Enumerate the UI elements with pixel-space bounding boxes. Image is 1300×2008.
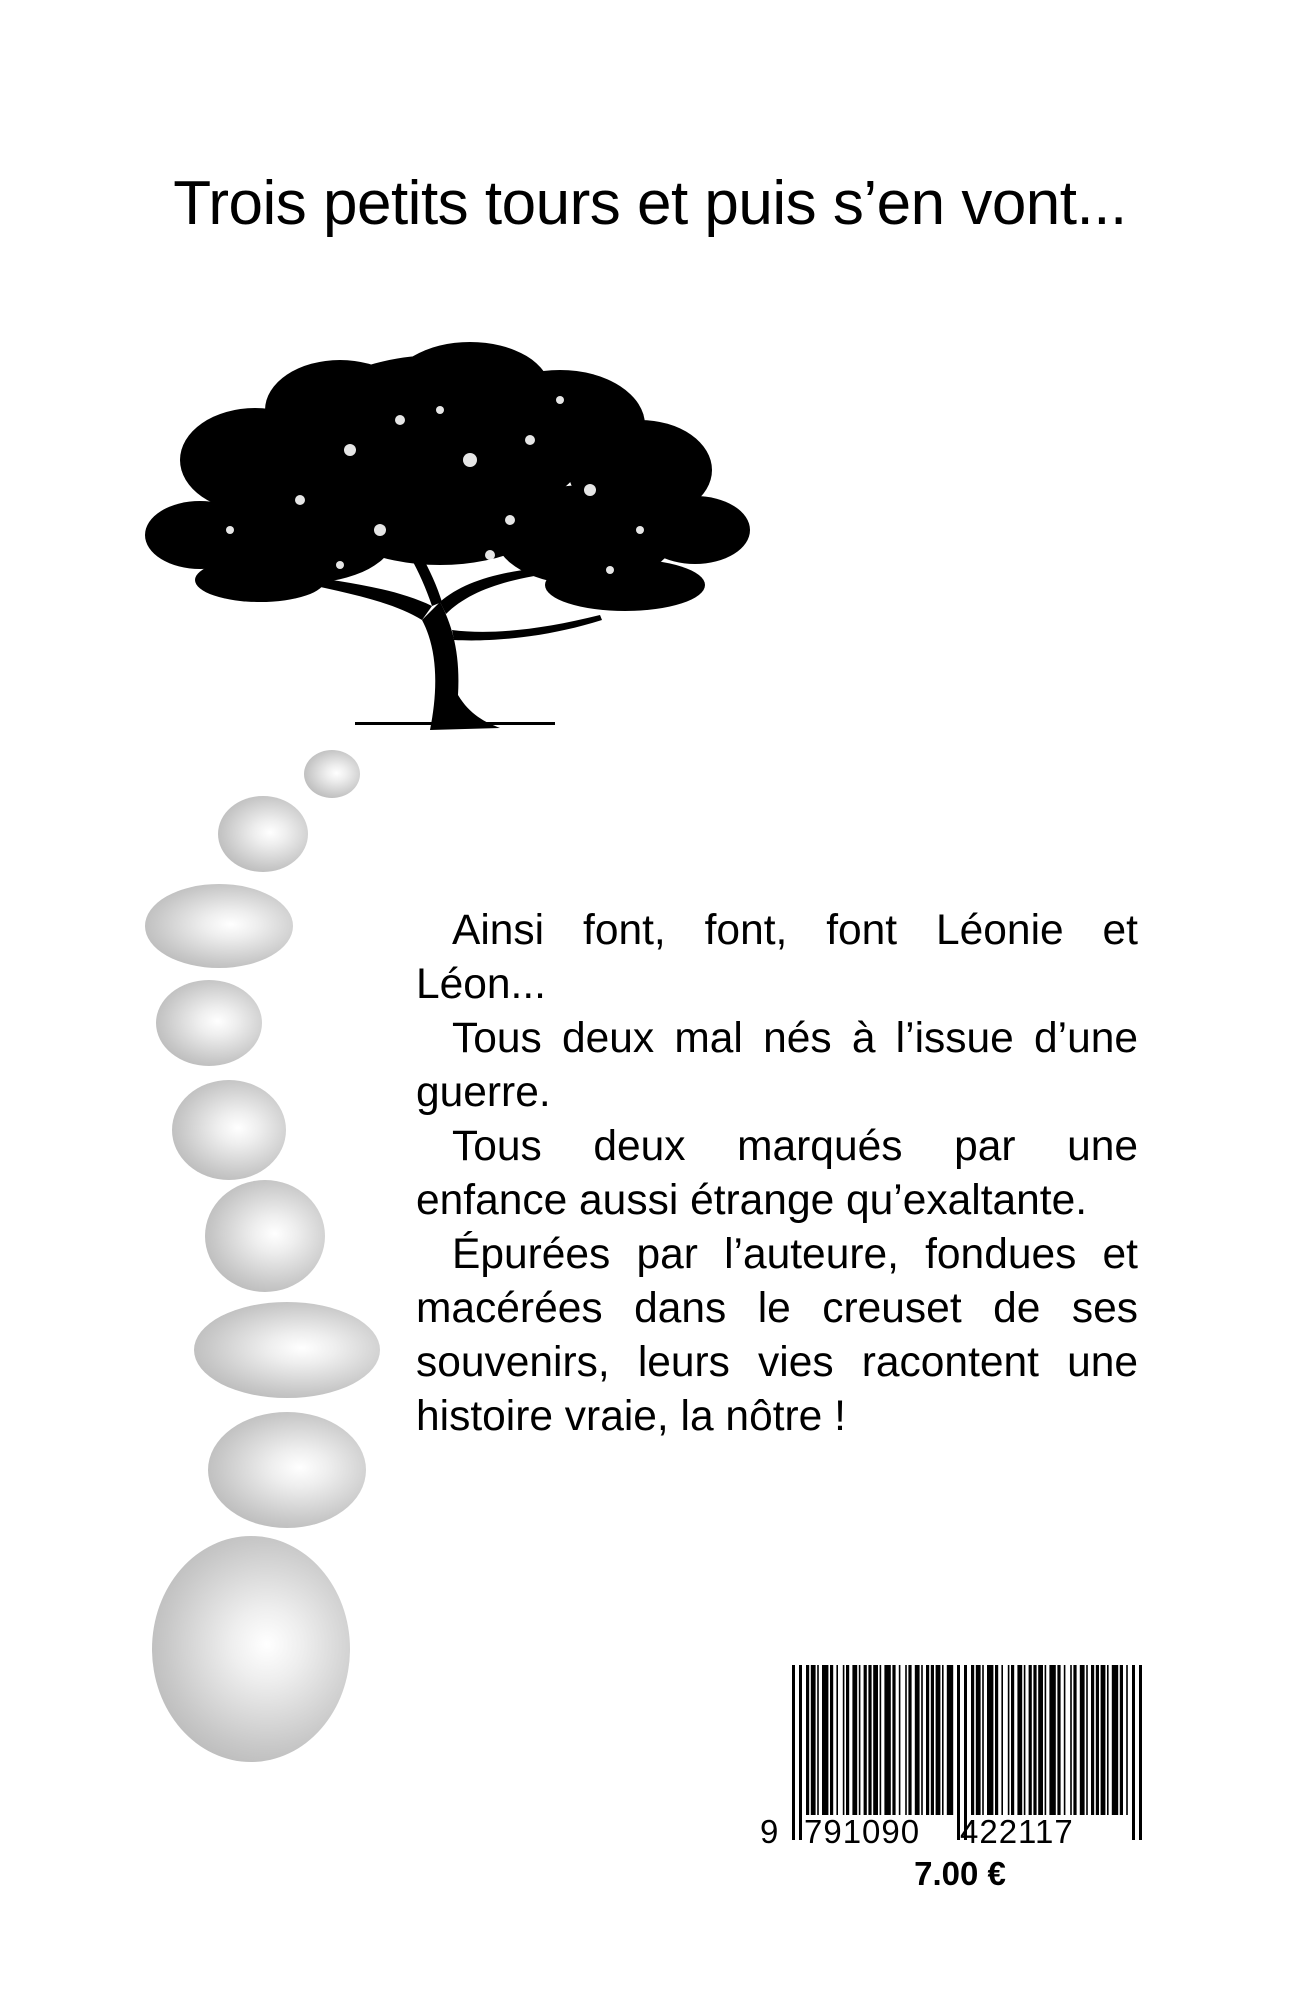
barcode-bar	[1064, 1665, 1066, 1815]
barcode-bar	[1107, 1665, 1109, 1815]
isbn-group-right: 422117	[960, 1813, 1074, 1850]
pebble	[205, 1180, 325, 1292]
barcode-bar	[1086, 1665, 1088, 1815]
barcode-bar	[976, 1665, 981, 1815]
barcode-bar	[908, 1665, 911, 1815]
pebble	[152, 1536, 350, 1762]
barcode-bar	[899, 1665, 901, 1815]
barcode-bar	[817, 1665, 819, 1815]
barcode-bar	[1001, 1665, 1003, 1815]
barcode-bar	[915, 1665, 920, 1815]
barcode-bar	[926, 1665, 929, 1815]
barcode-bar	[1091, 1665, 1094, 1815]
barcode-bar	[846, 1665, 849, 1815]
blurb-paragraph: Tous deux mal nés à l’issue d’une guerre.	[416, 1015, 1138, 1116]
barcode-bar	[905, 1665, 907, 1815]
barcode-bar	[1101, 1665, 1106, 1815]
pebble	[194, 1302, 380, 1398]
book-title: Trois petits tours et puis s’en vont...	[173, 169, 1127, 238]
price-label: 7.00 €	[914, 1855, 1006, 1892]
barcode-bar	[1038, 1665, 1043, 1815]
barcode-bar	[884, 1665, 890, 1815]
barcode-bar	[892, 1665, 895, 1815]
barcode-bar	[936, 1665, 941, 1815]
barcode-bar	[987, 1665, 993, 1815]
barcode-bar	[921, 1665, 923, 1815]
barcode-bar	[880, 1665, 882, 1815]
barcode-bar	[1008, 1665, 1010, 1815]
barcode-bar	[947, 1665, 953, 1815]
barcode-bar	[1011, 1665, 1014, 1815]
barcode-bar	[859, 1665, 861, 1815]
pebble	[172, 1080, 286, 1180]
barcode-bar	[1033, 1665, 1036, 1815]
blurb-paragraph: Épurées par l’auteure, fondues et macérées dans le creuset de ses souvenirs, leurs vies racontent une histoire vraie, la nôtre !	[416, 1231, 1138, 1440]
barcode-bar	[995, 1665, 998, 1815]
pebble	[156, 980, 262, 1066]
barcode-bar	[843, 1665, 845, 1815]
barcode-bar	[1070, 1665, 1072, 1815]
barcode-bar	[1045, 1665, 1047, 1815]
barcode-bar	[971, 1665, 974, 1815]
pebble	[208, 1412, 366, 1528]
tree-illustration	[140, 330, 750, 730]
barcode-bar	[806, 1665, 809, 1815]
pebble	[218, 796, 308, 872]
barcode-bar	[1073, 1665, 1076, 1815]
barcode-bar	[1112, 1665, 1118, 1815]
barcode-bar	[852, 1665, 857, 1815]
barcode-bar	[836, 1665, 838, 1815]
blurb-text	[416, 904, 1138, 1444]
barcode-bar	[1096, 1665, 1099, 1815]
barcode-bar	[868, 1665, 871, 1815]
barcode-bar	[942, 1665, 944, 1815]
barcode-bar	[931, 1665, 934, 1815]
barcode-bar	[1029, 1665, 1032, 1815]
barcode-bar	[1057, 1665, 1060, 1815]
barcode-bar	[822, 1665, 828, 1815]
isbn-group-left: 791090	[804, 1813, 921, 1850]
barcode-bar	[1120, 1665, 1123, 1815]
barcode-bar	[1126, 1665, 1128, 1815]
barcode-bar	[873, 1665, 878, 1815]
isbn-number	[760, 1812, 1140, 1852]
blurb-paragraph: Ainsi font, font, font Léonie et Léon...	[416, 907, 1138, 1008]
barcode-bar	[1017, 1665, 1022, 1815]
pebble	[145, 884, 293, 968]
barcode-bar	[830, 1665, 833, 1815]
isbn-lead-digit: 9	[760, 1813, 779, 1850]
blurb-paragraph: Tous deux marqués par une enfance aussi étrange qu’exaltante.	[416, 1123, 1138, 1224]
barcode-bar	[1049, 1665, 1055, 1815]
pebble	[304, 750, 360, 798]
barcode-bar	[1024, 1665, 1026, 1815]
barcode-bar	[864, 1665, 867, 1815]
barcode-bar	[1080, 1665, 1085, 1815]
barcode-bar	[811, 1665, 816, 1815]
barcode-bar	[982, 1665, 984, 1815]
